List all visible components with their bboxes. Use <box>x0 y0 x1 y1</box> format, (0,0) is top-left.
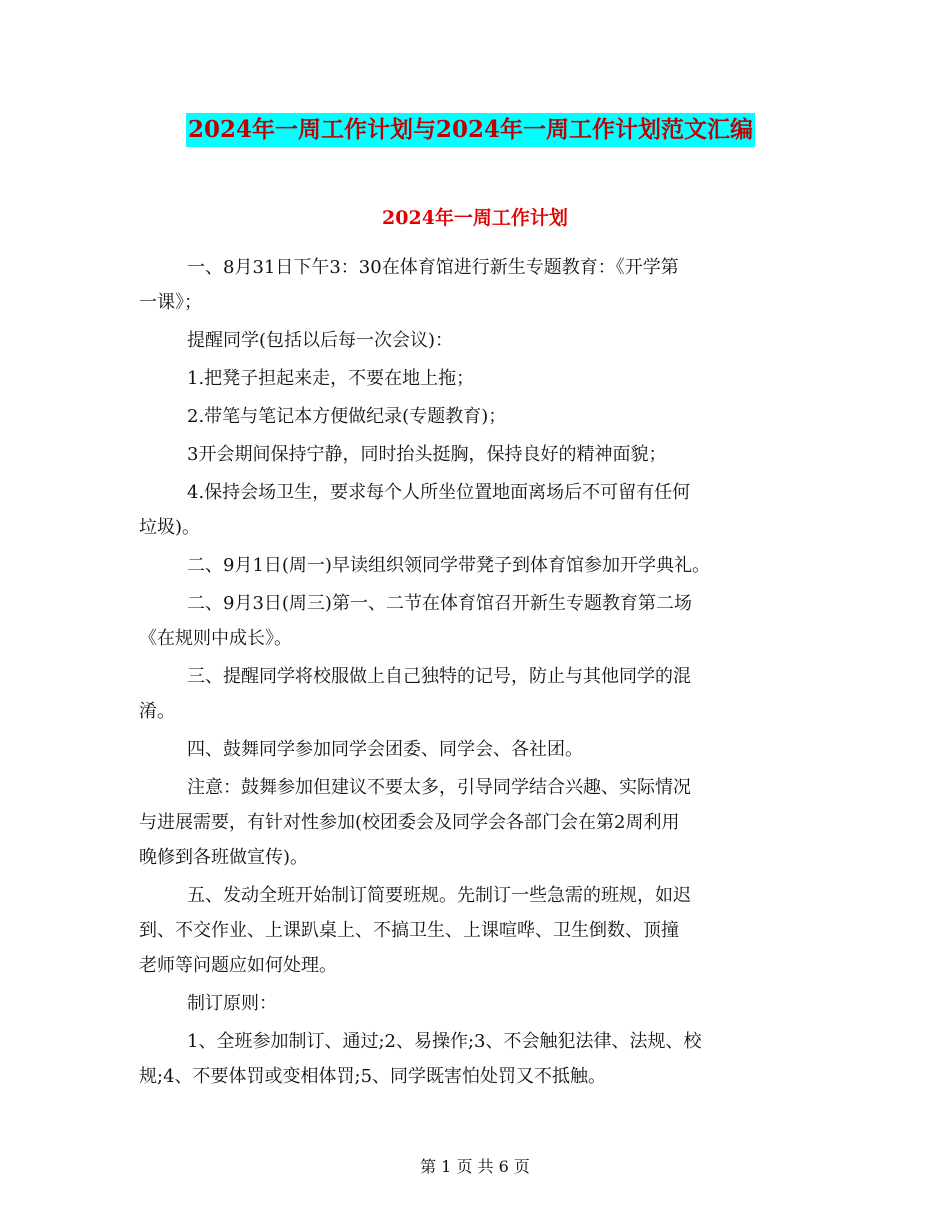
paragraph-continuation-line: 与进展需要，有针对性参加(校团委会及同学会各部门会在第2周利用 <box>139 812 680 833</box>
paragraph-line: 五、发动全班开始制订简要班规。先制订一些急需的班规，如迟 <box>187 885 691 906</box>
section-title: 2024年一周工作计划 <box>382 207 568 229</box>
paragraph-line: 2.带笔与笔记本方便做纪录(专题教育)； <box>187 406 507 427</box>
paragraph-line: 制订原则： <box>187 993 277 1014</box>
paragraph-continuation-line: 规;4、不要体罚或变相体罚;5、同学既害怕处罚又不抵触。 <box>139 1066 607 1087</box>
paragraph-continuation-line: 垃圾)。 <box>139 517 201 538</box>
page-footer: 第 1 页 共 6 页 <box>420 1157 530 1176</box>
paragraph-line: 三、提醒同学将校服做上自己独特的记号，防止与其他同学的混 <box>187 666 691 687</box>
paragraph-line: 4.保持会场卫生，要求每个人所坐位置地面离场后不可留有任何 <box>187 482 691 503</box>
paragraph-continuation-line: 到、不交作业、上课趴桌上、不搞卫生、上课喧哗、卫生倒数、顶撞 <box>139 920 679 941</box>
paragraph-continuation-line: 淆。 <box>139 701 175 722</box>
paragraph-line: 二、9月3日(周三)第一、二节在体育馆召开新生专题教育第二场 <box>187 593 692 614</box>
document-body <box>139 250 819 1097</box>
paragraph-continuation-line: 老师等问题应如何处理。 <box>139 955 337 976</box>
paragraph-line: 二、9月1日(周一)早读组织领同学带凳子到体育馆参加开学典礼。 <box>187 555 710 576</box>
paragraph-line: 一、8月31日下午3：30在体育馆进行新生专题教育：《开学第 <box>187 257 679 278</box>
document-title: 2024年一周工作计划与2024年一周工作计划范文汇编 <box>186 113 755 147</box>
paragraph-continuation-line: 《在规则中成长》。 <box>139 628 292 649</box>
paragraph-line: 注意：鼓舞参加但建议不要太多，引导同学结合兴趣、实际情况 <box>187 777 691 798</box>
paragraph-line: 1、全班参加制订、通过;2、易操作;3、不会触犯法律、法规、校 <box>187 1031 702 1052</box>
paragraph-continuation-line: 晚修到各班做宣传)。 <box>139 847 309 868</box>
paragraph-line: 3开会期间保持宁静，同时抬头挺胸，保持良好的精神面貌； <box>187 444 667 465</box>
paragraph-line: 四、鼓舞同学参加同学会团委、同学会、各社团。 <box>187 739 583 760</box>
paragraph-line: 1.把凳子担起来走，不要在地上拖； <box>187 368 475 389</box>
paragraph-continuation-line: 一课》； <box>139 292 202 313</box>
paragraph-line: 提醒同学(包括以后每一次会议)： <box>187 330 454 351</box>
